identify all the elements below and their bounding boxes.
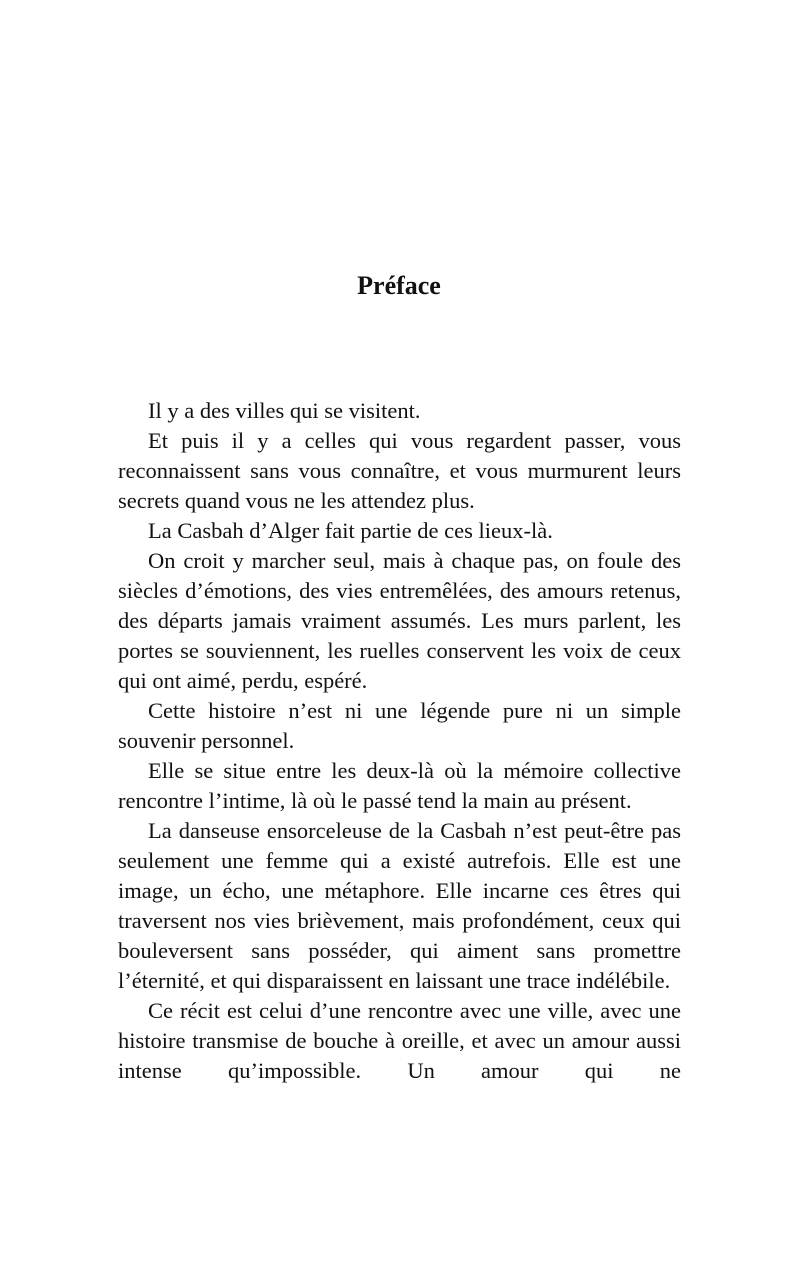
page-title: Préface [357, 271, 441, 300]
paragraph: La Casbah d’Alger fait partie de ces lieux-là. [148, 518, 553, 543]
paragraph: Cette histoire n’est ni une légende pure ni un simple souvenir personnel. [118, 698, 681, 753]
paragraph: Et puis il y a celles qui vous regardent passer, vous reconnaissent sans vous connaître, et vous murmurent leurs secrets quand vous ne les attendez plus. [118, 428, 681, 513]
body-text [118, 396, 681, 1086]
paragraph: Elle se situe entre les deux-là où la mémoire collective rencontre l’intime, là où le passé tend la main au présent. [118, 758, 681, 813]
paragraph: Il y a des villes qui se visitent. [148, 398, 421, 423]
paragraph: Ce récit est celui d’une rencontre avec une ville, avec une histoire transmise de bouche à oreille, et avec un amour aussi intense qu’impossible. Un amour qui ne [118, 998, 681, 1083]
paragraph: On croit y marcher seul, mais à chaque pas, on foule des siècles d’émotions, des vies entremêlées, des amours retenus, des départs jamais vraiment assumés. Les murs parlent, les portes se souviennent, les ruelles conservent les voix de ceux qui ont aimé, perdu, espéré. [118, 548, 681, 693]
paragraph: La danseuse ensorceleuse de la Casbah n’est peut-être pas seulement une femme qui a existé autrefois. Elle est une image, un écho, une métaphore. Elle incarne ces êtres qui traversent nos vies brièvement, mais profondément, ceux qui bouleversent sans posséder, qui aiment sans promettre l’éternité, et qui disparaissent en laissant une trace indélébile. [118, 818, 681, 993]
